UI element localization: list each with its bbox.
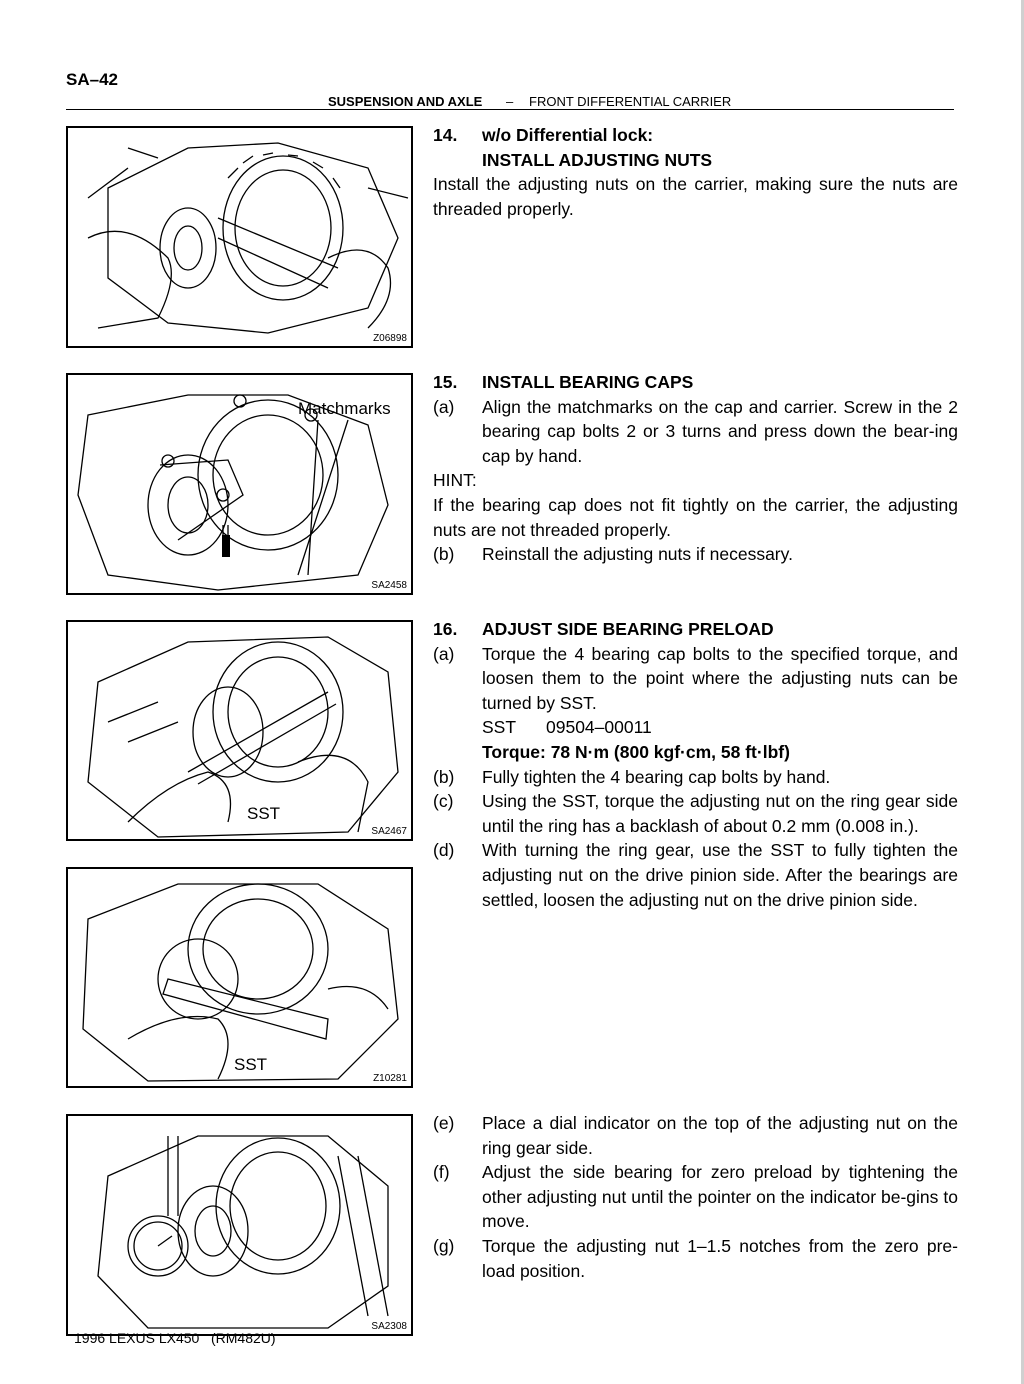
differential-illustration: [68, 128, 413, 348]
substep-label: (a): [433, 643, 455, 664]
step-16: [433, 617, 958, 912]
substep-label: (b): [433, 766, 455, 787]
figure-code: SA2458: [371, 580, 407, 591]
section-title: SUSPENSION AND AXLE: [328, 94, 483, 109]
step-number: 14.: [433, 125, 458, 145]
substep-text: Fully tighten the 4 bearing cap bolts by hand.: [482, 766, 831, 787]
sst-wrench-illustration: [68, 622, 413, 841]
substep-f: [433, 1160, 958, 1234]
substep-text: Place a dial indicator on the top of the adjusting nut on the ring gear side.: [482, 1113, 958, 1158]
substep-label: (e): [433, 1113, 455, 1133]
substep-label: (b): [433, 544, 455, 565]
substep-text: Using the SST, torque the adjusting nut on the ring gear side until the ring has a backlash of about 0.2 mm (0.008 in.).: [482, 791, 958, 836]
page-number: SA–42: [66, 70, 118, 89]
step-15-heading: [433, 370, 958, 395]
step-14-text: Install the adjusting nuts on the carrier, making sure the nuts are threaded properly.: [433, 174, 958, 219]
substep-text: With turning the ring gear, use the SST to fully tighten the adjusting nut on the drive pinion side. After the bearings are settled, loosen the adjusting nut on the drive pinion side.: [482, 840, 958, 910]
figure-install-adjusting-nuts: [66, 126, 413, 348]
figure-drive-pinion-sst: [66, 867, 413, 1088]
substep-g: [433, 1234, 958, 1283]
hint-text: If the bearing cap does not fit tightly on the carrier, the adjusting nuts are not threaded properly.: [433, 494, 958, 540]
matchmarks-label: Matchmarks: [298, 399, 391, 418]
substep-label: (f): [433, 1162, 450, 1183]
step-14-heading: [433, 123, 958, 148]
footer-model: 1996 LEXUS LX450: [74, 1330, 200, 1346]
substep-label: (c): [433, 791, 454, 812]
substep-text: Torque the adjusting nut 1–1.5 notches from the zero pre-load position.: [482, 1235, 958, 1281]
figure-bearing-caps: [66, 373, 413, 595]
substep-a: [433, 395, 958, 469]
subsection-title: FRONT DIFFERENTIAL CARRIER: [529, 94, 732, 109]
substep-label: (d): [433, 840, 455, 861]
step-number: 15.: [433, 372, 458, 392]
figure-code: SA2467: [371, 826, 407, 837]
dial-indicator-illustration: [68, 1116, 413, 1336]
step-number: 16.: [433, 619, 458, 639]
substep-text: Adjust the side bearing for zero preload by tightening the other adjusting nut until the pointer on the indicator be-gins to move.: [482, 1162, 958, 1232]
substep-b: [433, 542, 958, 567]
substep-label: (g): [433, 1235, 455, 1256]
torque-spec: Torque: 78 N·m (800 kgf·cm, 58 ft·lbf): [482, 741, 790, 762]
step-title-line2: INSTALL ADJUSTING NUTS: [482, 149, 713, 170]
substep-d: [433, 838, 958, 912]
substep-e: [433, 1111, 958, 1160]
figure-code: SA2308: [371, 1321, 407, 1332]
sst-label: SST: [247, 804, 281, 823]
footer-manual: (RM482U): [211, 1330, 276, 1346]
header-separator: –: [506, 94, 514, 109]
substep-text: Align the matchmarks on the cap and carrier. Screw in the 2 bearing cap bolts 2 or 3 turns and press down the bear-ing cap by hand.: [482, 396, 958, 466]
figure-dial-indicator: [66, 1114, 413, 1336]
figure-code: Z06898: [373, 333, 407, 344]
substep-text: Reinstall the adjusting nuts if necessary.: [482, 544, 793, 565]
step-16-heading: [433, 617, 958, 642]
figure-adjust-sst: [66, 620, 413, 841]
header-rule: [66, 109, 954, 110]
sst-key: SST: [482, 717, 517, 738]
sst-label: SST: [234, 1055, 268, 1074]
substep-c: [433, 789, 958, 838]
substep-label: (a): [433, 396, 455, 417]
step-15: [433, 370, 958, 567]
step-title: w/o Differential lock:: [482, 125, 654, 145]
step-title: ADJUST SIDE BEARING PRELOAD: [482, 619, 774, 639]
step-16-continued: [433, 1111, 958, 1283]
sst-number: 09504–00011: [546, 717, 652, 738]
substep-b: [433, 765, 958, 790]
step-title: INSTALL BEARING CAPS: [482, 372, 694, 392]
figure-code: Z10281: [373, 1073, 407, 1084]
substep-text: Torque the 4 bearing cap bolts to the specified torque, and loosen them to the point where the adjusting nuts can be turned by SST.: [482, 643, 958, 713]
sst-spec: [433, 715, 958, 740]
page-footer: [74, 1330, 276, 1346]
step-14: [433, 123, 958, 221]
substep-a: [433, 642, 958, 716]
hint-label: HINT:: [433, 470, 477, 491]
